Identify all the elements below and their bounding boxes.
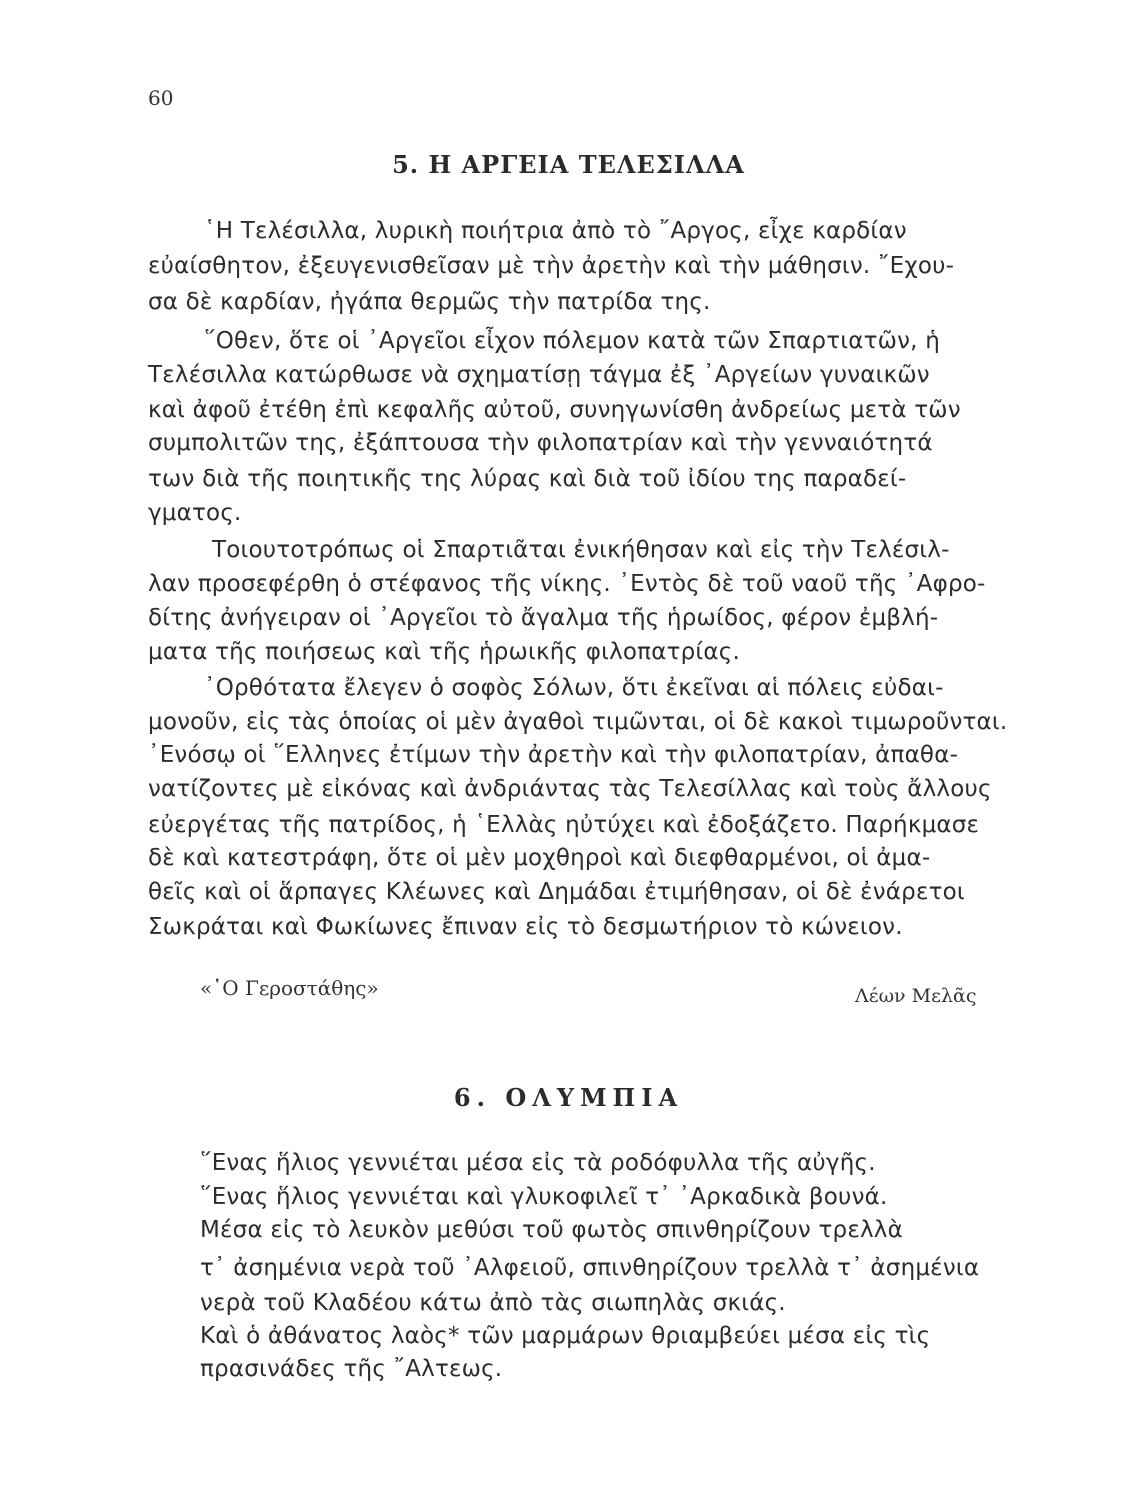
paragraph-line: Σωκράται καὶ Φωκίωνες ἔπιναν εἰς τὸ δεσμωτήριον τὸ κώνειον. (148, 914, 903, 940)
paragraph-line: ᾿Ορθότατα ἔλεγεν ὁ σοφὸς Σόλων, ὅτι ἐκεῖναι αἱ πόλεις εὐδαι- (204, 675, 944, 701)
paragraph-line: ῞Οθεν, ὅτε οἱ ᾿Αργεῖοι εἶχον πόλεμον κατὰ τῶν Σπαρτιατῶν, ἡ (204, 328, 940, 354)
paragraph-line: ᾿Ενόσῳ οἱ ῞Ελληνες ἐτίμων τὴν ἀρετὴν καὶ τὴν φιλοπατρίαν, ἀπαθα- (148, 742, 959, 768)
paragraph-line: εὐεργέτας τῆς πατρίδος, ἡ ῾Ελλὰς ηὐτύχει καὶ ἐδοξάζετο. Παρήκμασε (148, 812, 980, 838)
paragraph-line: δὲ καὶ κατεστράφη, ὅτε οἱ μὲν μοχθηροὶ καὶ διεφθαρμένοι, οἱ ἀμα- (148, 845, 931, 871)
paragraph-line: σα δὲ καρδίαν, ἠγάπα θερμῶς τὴν πατρίδα της. (148, 289, 711, 315)
section-title-telesilla: 5. Η ΑΡΓΕΙΑ ΤΕΛΕΣΙΛΛΑ (392, 150, 745, 179)
poem-line: ῞Ενας ἥλιος γεννιέται καὶ γλυκοφιλεῖ τ᾿ ᾿Αρκαδικὰ βουνά. (200, 1184, 888, 1210)
author-name: Λέων Μελᾶς (855, 985, 977, 1007)
paragraph-line: των διὰ τῆς ποιητικῆς της λύρας καὶ διὰ τοῦ ἰδίου της παραδεί- (148, 466, 907, 492)
poem-line: τ᾿ ἀσημένια νερὰ τοῦ ᾿Αλφειοῦ, σπινθηρίζουν τρελλὰ τ᾿ ἀσημένια (200, 1255, 980, 1281)
paragraph-line: ῾Η Τελέσιλλα, λυρικὴ ποιήτρια ἀπὸ τὸ ῎Αργος, εἶχε καρδίαν (204, 218, 907, 244)
paragraph-line: συμπολιτῶν της, ἐξάπτουσα τὴν φιλοπατρίαν καὶ τὴν γενναιότητά (148, 430, 933, 456)
paragraph-line: ματα τῆς ποιήσεως καὶ τῆς ἡρωικῆς φιλοπατρίας. (148, 639, 740, 665)
paragraph-line: εὐαίσθητον, ἐξευγενισθεῖσαν μὲ τὴν ἀρετὴν καὶ τὴν μάθησιν. ῎Εχου- (148, 253, 955, 279)
poem-line: Καὶ ὁ ἀθάνατος λαὸς* τῶν μαρμάρων θριαμβεύει μέσα εἰς τὶς (200, 1323, 931, 1349)
paragraph-line: γματος. (148, 500, 242, 526)
poem-line: ῞Ενας ἥλιος γεννιέται μέσα εἰς τὰ ροδόφυλλα τῆς αὐγῆς. (200, 1150, 876, 1176)
paragraph-line: δίτης ἀνήγειραν οἱ ᾿Αργεῖοι τὸ ἄγαλμα τῆς ἡρωίδος, φέρον ἐμβλή- (148, 605, 939, 631)
source-citation: «῾Ο Γεροστάθης» (200, 976, 379, 1000)
poem-line: πρασινάδες τῆς ῎Αλτεως. (200, 1356, 503, 1382)
paragraph-line: μονοῦν, εἰς τὰς ὁποίας οἱ μὲν ἀγαθοὶ τιμῶνται, οἱ δὲ κακοὶ τιμωροῦνται. (148, 709, 1008, 735)
paragraph-line: νατίζοντες μὲ εἰκόνας καὶ ἀνδριάντας τὰς Τελεσίλλας καὶ τοὺς ἄλλους (148, 776, 992, 802)
page-number: 60 (148, 86, 174, 110)
poem-line: Μέσα εἰς τὸ λευκὸν μεθύσι τοῦ φωτὸς σπινθηρίζουν τρελλὰ (200, 1217, 903, 1243)
poem-line: νερὰ τοῦ Κλαδέου κάτω ἀπὸ τὰς σιωπηλὰς σκιάς. (200, 1290, 786, 1316)
paragraph-line: Τοιουτοτρόπως οἱ Σπαρτιᾶται ἐνικήθησαν καὶ εἰς τὴν Τελέσιλ- (212, 537, 950, 563)
paragraph-line: Τελέσιλλα κατώρθωσε νὰ σχηματίσῃ τάγμα ἐξ ᾿Αργείων γυναικῶν (148, 362, 930, 388)
paragraph-line: λαν προσεφέρθη ὁ στέφανος τῆς νίκης. ᾿Εντὸς δὲ τοῦ ναοῦ τῆς ᾿Αφρο- (148, 571, 986, 597)
section-title-olympia: 6. ΟΛΥΜΠΙΑ (453, 1083, 684, 1112)
paragraph-line: καὶ ἀφοῦ ἐτέθη ἐπὶ κεφαλῆς αὐτοῦ, συνηγωνίσθη ἀνδρείως μετὰ τῶν (148, 397, 961, 423)
paragraph-line: θεῖς καὶ οἱ ἅρπαγες Κλέωνες καὶ Δημάδαι ἐτιμήθησαν, οἱ δὲ ἐνάρετοι (148, 879, 965, 905)
